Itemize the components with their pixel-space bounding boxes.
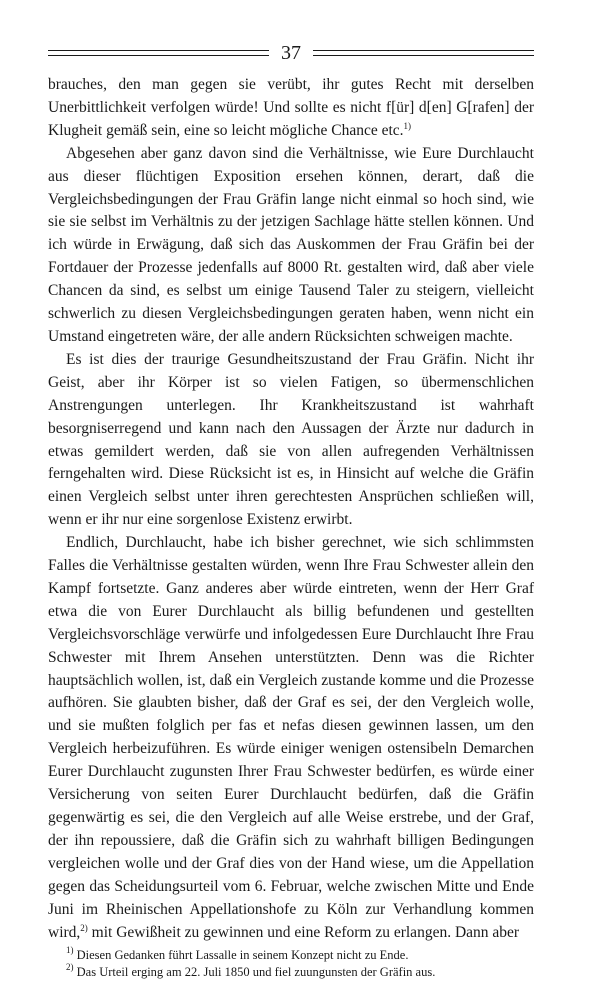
- footnote-marker: 1): [66, 945, 74, 956]
- paragraph-text: Endlich, Durchlaucht, habe ich bisher gerechnet, wie sich schlimmsten Falles die Verhältnisse gestalten würden, wenn Ihre Frau Schwester allein den Kampf fortsetzte. Ganz anderes aber würde eintreten, wenn der Herr Graf etwa die von Eurer Durchlaucht als billig befundenen und gestellten Vergleichsvorschläge verwürfe und infolgedessen Eure Durchlaucht Ihre Frau Schwester mit Ihrem Ansehen unterstützten. Denn was die Richter hauptsächlich wollen, ist, daß ein Vergleich zustande komme und die Prozesse aufhören. Sie glaubten bisher, daß der Graf es sei, der den Vergleich wolle, und sie mußten folglich per fas et nefas diesen gewinnen lassen, um den Vergleich herbeizuführen. Es würde einiger wenigen ostensibeln Demarchen Eurer Durchlaucht zugunsten Ihrer Frau Schwester bedürfen, es würde einer Versicherung von seiten Eurer Durchlaucht bedürfen, daß die Gräfin gegenwärtig es sei, die den Vergleich auf alle Weise erstrebe, und der Graf, der ihn repoussiere, daß die Gräfin sich zu wahrhaft billigen Bedingungen vergleichen wolle und der Graf dies von der Hand wiese, um die Appellation gegen das Scheidungsurteil vom 6. Februar, welche zwischen Mitte und Ende Juni im Rheinischen Appellationshofe zu Köln zur Verhandlung kommen wird,: [48, 534, 534, 941]
- footnote-text: Das Urteil erging am 22. Juli 1850 und fiel zuungunsten der Gräfin aus.: [73, 965, 436, 980]
- paragraph-text: brauches, den man gegen sie verübt, ihr gutes Recht mit derselben Unerbittlichkeit verfolgen würde! Und sollte es nicht f[ür] d[en] G[rafen] der Klugheit gemäß sein, eine so leicht mögliche Chance etc.: [48, 76, 534, 139]
- header-rule-right: [313, 50, 534, 56]
- paragraph: Es ist dies der traurige Gesundheitszustand der Frau Gräfin. Nicht ihr Geist, aber ihr Körper ist so vielen Fatigen, so übermenschlichen Anstrengungen unterlegen. Ihr Krankheitszustand ist wahrhaft besorgniserregend und kann nach den Aussagen der Ärzte nur dadurch in etwas gemildert werden, daß sie von allen aufregenden Verhältnissen ferngehalten wird. Diese Rücksicht ist es, in Hinsicht auf welche die Gräfin einen Vergleich selbst unter ihren gerechtesten Ansprüchen schließen will, wenn er ihr nur eine sorgenlose Existenz erwirbt.: [48, 350, 534, 529]
- footnote-ref: 2): [80, 922, 88, 933]
- footnotes: [48, 947, 534, 981]
- book-page: [48, 40, 534, 981]
- paragraph-text: mit Gewißheit zu gewinnen und eine Reform zu erlangen. Dann aber: [87, 923, 520, 941]
- page-header: [48, 40, 534, 66]
- footnote: [48, 947, 534, 964]
- body-text: [48, 74, 534, 944]
- paragraph: Abgesehen aber ganz davon sind die Verhältnisse, wie Eure Durchlaucht aus dieser flüchtigen Exposition ersehen können, derart, daß die Vergleichsbedingungen der Frau Gräfin lange nicht einmal so hoch sind, wie sie sie selbst im Verhältnis zu der jetzigen Sachlage hätte stellen können. Und ich würde in Erwägung, daß sich das Auskommen der Frau Gräfin bei der Fortdauer der Prozesse jedenfalls auf 8000 Rt. gestalten wird, daß aber viele Chancen da sind, es selbst um einige Tausend Taler zu steigern, vielleicht schwerlich zu diesen Vergleichsbedingungen geraten haben, wenn nicht ein Umstand eingetreten wäre, der alle andern Rücksichten schweigen machte.: [48, 144, 534, 345]
- paragraph: [48, 532, 534, 944]
- footnote-ref: 1): [403, 120, 412, 131]
- footnote: [48, 964, 534, 981]
- header-rule-left: [48, 50, 269, 56]
- footnote-marker: 2): [66, 962, 74, 973]
- paragraph-continuation: [48, 74, 534, 143]
- footnote-text: Diesen Gedanken führt Lassalle in seinem Konzept nicht zu Ende.: [73, 948, 409, 963]
- page-number: 37: [281, 42, 301, 64]
